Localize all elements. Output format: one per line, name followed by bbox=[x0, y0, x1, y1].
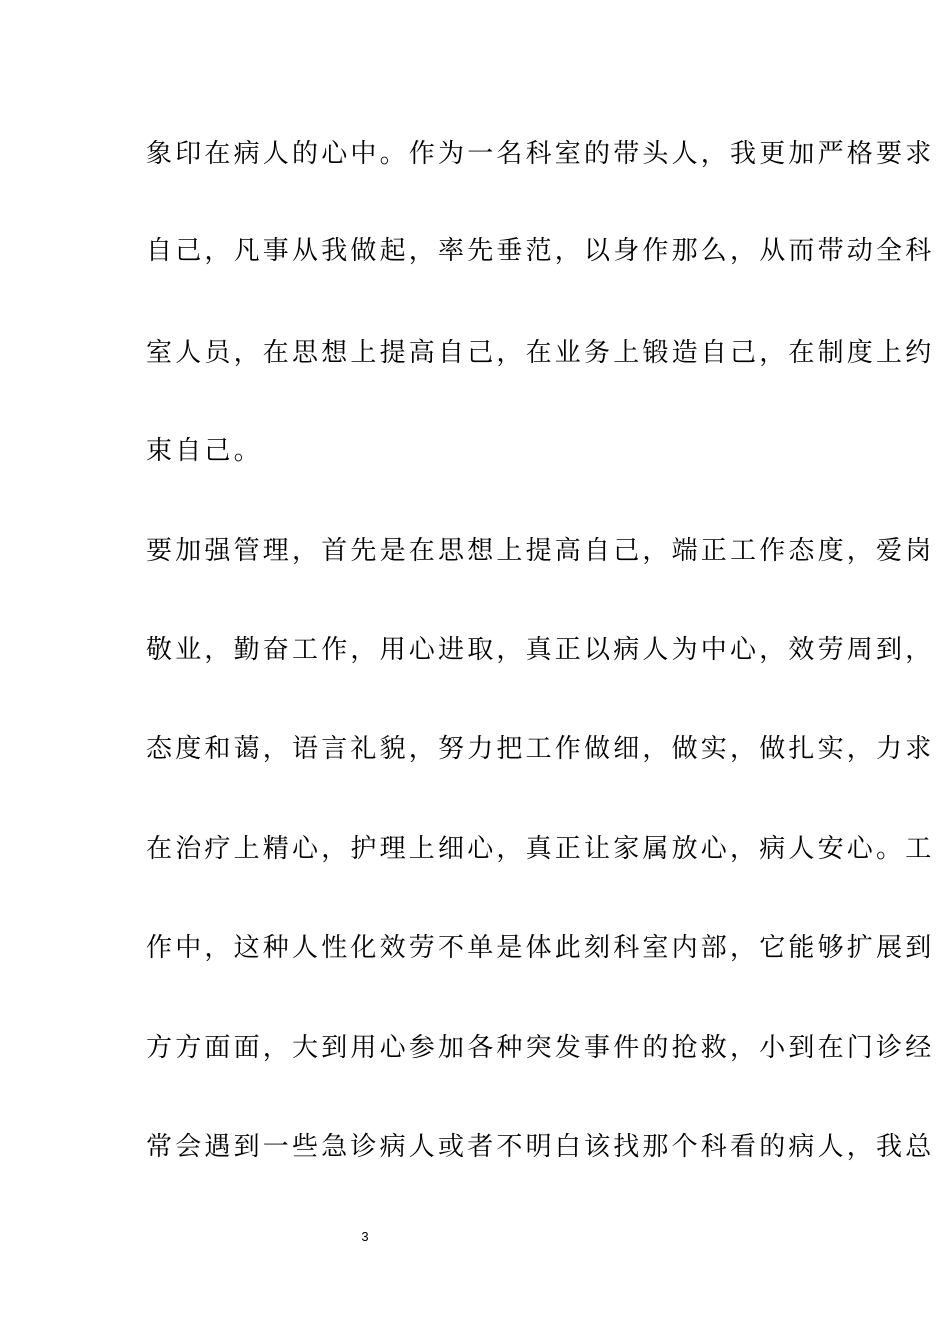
text-line: 常会遇到一些急诊病人或者不明白该找那个科看的病人，我总 bbox=[146, 1132, 935, 1162]
text-line: 敬业，勤奋工作，用心进取，真正以病人为中心，效劳周到， bbox=[146, 635, 935, 665]
text-line: 方方面面，大到用心参加各种突发事件的抢救，小到在门诊经 bbox=[146, 1033, 935, 1063]
text-line: 要加强管理，首先是在思想上提高自己，端正工作态度，爱岗 bbox=[146, 536, 935, 566]
text-line: 态度和蔼，语言礼貌，努力把工作做细，做实，做扎实，力求 bbox=[146, 734, 935, 764]
text-line: 自己，凡事从我做起，率先垂范，以身作那么，从而带动全科 bbox=[146, 236, 935, 266]
text-line: 作中，这种人性化效劳不单是体此刻科室内部，它能够扩展到 bbox=[146, 933, 935, 963]
text-line: 束自己。 bbox=[146, 436, 263, 466]
text-line: 在治疗上精心，护理上细心，真正让家属放心，病人安心。工 bbox=[146, 834, 935, 864]
page-number: 3 bbox=[361, 1229, 369, 1244]
text-line: 室人员，在思想上提高自己，在业务上锻造自己，在制度上约 bbox=[146, 338, 935, 368]
text-line: 象印在病人的心中。作为一名科室的带头人，我更加严格要求 bbox=[146, 139, 935, 169]
